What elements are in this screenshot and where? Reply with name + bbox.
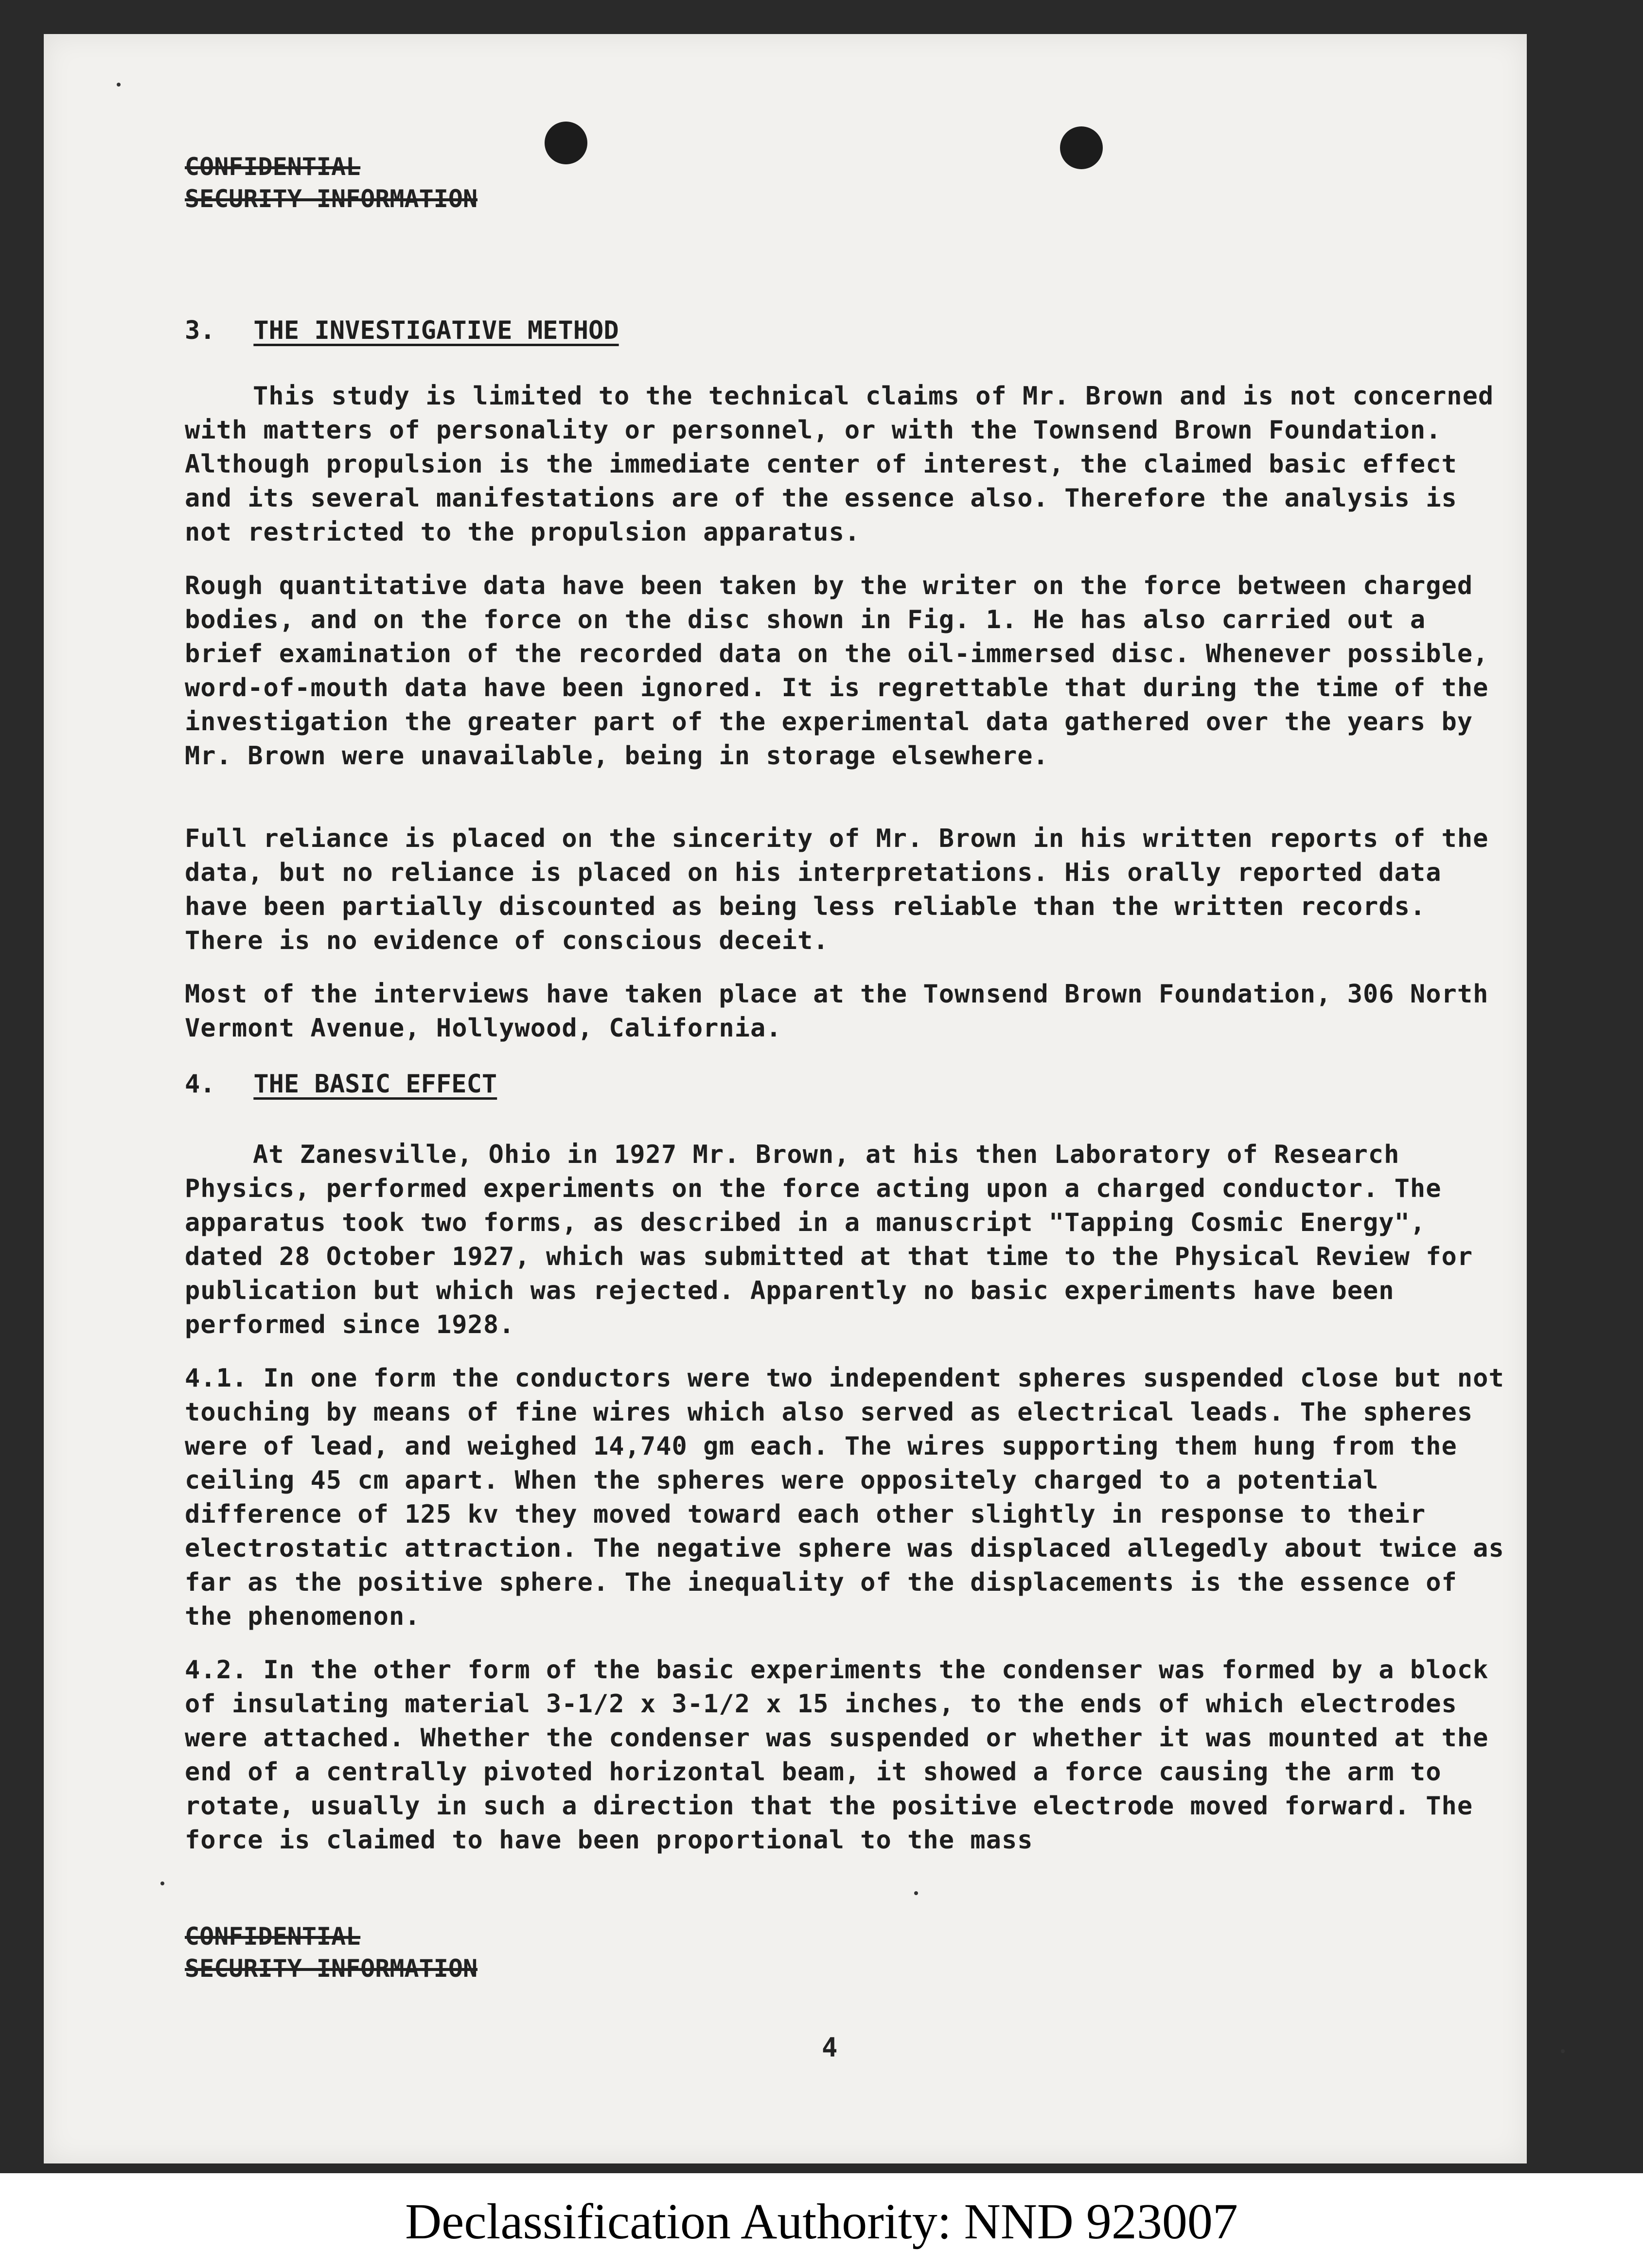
page-number: 4: [822, 2032, 838, 2063]
paragraph: Most of the interviews have taken place at the Townsend Brown Foundation, 306 North Vermont Avenue, Hollywood, California.: [185, 980, 1489, 1043]
section-3-number: 3.: [185, 316, 215, 345]
section-3-title: THE INVESTIGATIVE METHOD: [253, 316, 619, 345]
paragraph: Full reliance is placed on the sincerity of Mr. Brown in his written reports of the data, but no reliance is placed on his interpretations. His orally reported data have been partially discounted as being less reliable than the written records. There is no evidence of conscious deceit.: [185, 824, 1489, 955]
footer-bar: [0, 2173, 1643, 2268]
paragraph: This study is limited to the technical claims of Mr. Brown and is not concerned with matters of personality or personnel, or with the Townsend Brown Foundation. Although propulsion is the immediate center of interest, the claimed basic effect and its several manifestations are of the essence also. Therefore the analysis is not restricted to the propulsion apparatus.: [185, 382, 1494, 547]
stamp-line-2: SECURITY INFORMATION: [185, 185, 478, 213]
paragraph-4-2: 4.2. In the other form of the basic experiments the condenser was formed by a block of insulating material 3-1/2 x 3-1/2 x 15 inches, to the ends of which electrodes were attached. Whether the condenser was suspended or whether it was mounted at the end of a centrally pivoted horizontal beam, it showed a force causing the arm to rotate, usually in such a direction that the positive electrode moved forward. The force is claimed to have been proportional to the mass: [185, 1655, 1489, 1855]
stamp-line-1: CONFIDENTIAL: [185, 1922, 361, 1951]
section-3-heading: [185, 316, 619, 345]
classification-stamp-top: [185, 151, 477, 215]
stamp-line-2: SECURITY INFORMATION: [185, 1954, 478, 1983]
punch-hole-left: [545, 122, 587, 164]
paragraph-4-1: 4.1. In one form the conductors were two independent spheres suspended close but not touching by means of fine wires which also served as electrical leads. The spheres were of lead, and weighed 14,740 gm each. The wires supporting them hung from the ceiling 45 cm apart. When the spheres were oppositely charged to a potential difference of 125 kv they moved toward each other slightly in response to their electrostatic attraction. The negative sphere was displaced allegedly about twice as far as the positive sphere. The inequality of the displacements is the essence of the phenomenon.: [185, 1364, 1504, 1631]
section-4-title: THE BASIC EFFECT: [253, 1070, 497, 1099]
section-4-heading: [185, 1070, 497, 1099]
declassification-authority: Declassification Authority: NND 923007: [405, 2194, 1238, 2250]
punch-hole-right: [1060, 126, 1103, 169]
classification-stamp-bottom: [185, 1920, 477, 1985]
section-4-number: 4.: [185, 1070, 215, 1099]
stamp-line-1: CONFIDENTIAL: [185, 153, 361, 181]
paragraph: At Zanesville, Ohio in 1927 Mr. Brown, at his then Laboratory of Research Physics, performed experiments on the force acting upon a charged conductor. The apparatus took two forms, as described in a manuscript "Tapping Cosmic Energy", dated 28 October 1927, which was submitted at that time to the Physical Review for publication but which was rejected. Apparently no basic experiments have been performed since 1928.: [185, 1140, 1473, 1339]
paragraph: Rough quantitative data have been taken by the writer on the force between charged bodies, and on the force on the disc shown in Fig. 1. He has also carried out a brief examination of the recorded data on the oil-immersed disc. Whenever possible, word-of-mouth data have been ignored. It is regrettable that during the time of the investigation the greater part of the experimental data gathered over the years by Mr. Brown were unavailable, being in storage elsewhere.: [185, 571, 1489, 771]
